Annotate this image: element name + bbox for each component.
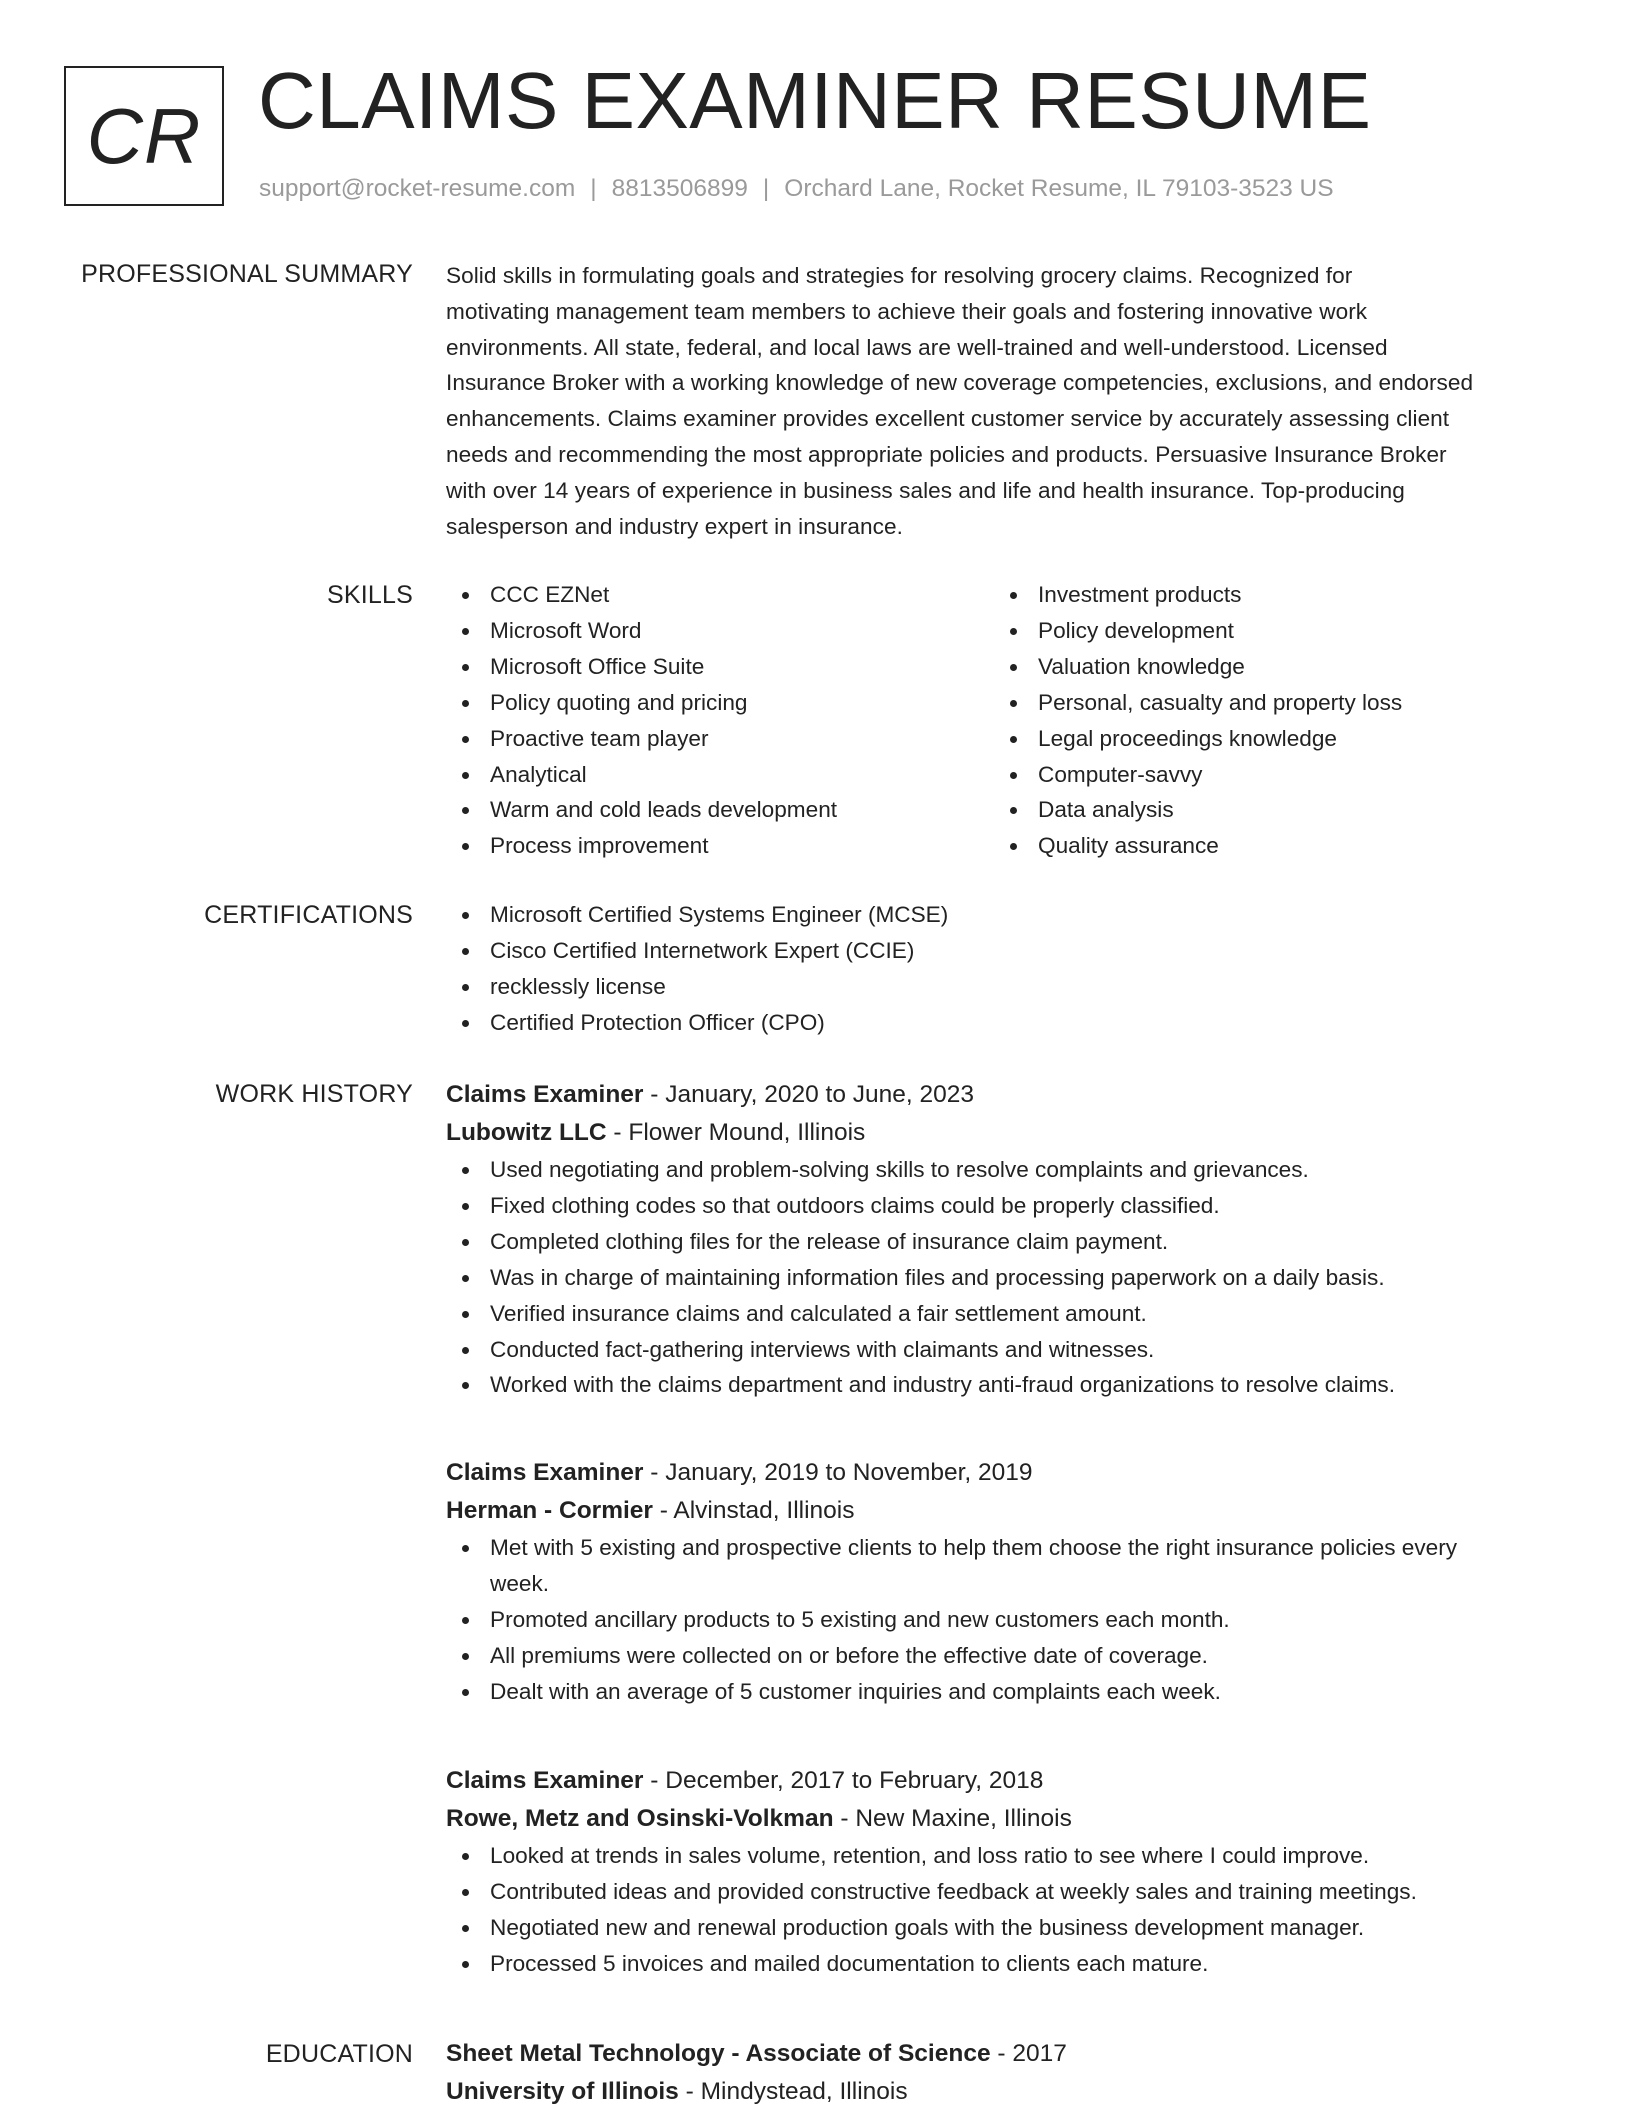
job-bullet: Processed 5 invoices and mailed documentation to clients each mature.	[446, 1946, 1566, 1982]
job-bullet-list	[446, 1838, 1566, 1982]
skills-list-right	[994, 577, 1542, 864]
job-bullet: Was in charge of maintaining information files and processing paperwork on a daily basis.	[446, 1260, 1566, 1296]
job-dates: January, 2019 to November, 2019	[665, 1459, 1033, 1486]
summary-line: salesperson and industry expert in insurance.	[446, 513, 903, 539]
skill-item: Valuation knowledge	[994, 649, 1542, 685]
summary-line: with over 14 years of experience in business sales and life and health insurance. Top-producing	[446, 477, 1405, 503]
job-bullet: All premiums were collected on or before the effective date of coverage.	[446, 1638, 1566, 1674]
section-label-certifications: CERTIFICATIONS	[204, 901, 413, 929]
skill-item: CCC EZNet	[446, 577, 994, 613]
certification-item: Microsoft Certified Systems Engineer (MCSE)	[446, 897, 1566, 933]
job-company-line: Herman - Cormier - Alvinstad, Illinois	[446, 1497, 855, 1524]
skill-item: Computer-savvy	[994, 757, 1542, 793]
job-bullet-line: Met with 5 existing and prospective clients to help them choose the right insurance policies every	[490, 1535, 1458, 1560]
section-label-work-history: WORK HISTORY	[215, 1080, 413, 1108]
job-bullet: Completed clothing files for the release of insurance claim payment.	[446, 1224, 1566, 1260]
job-bullet: Used negotiating and problem-solving skills to resolve complaints and grievances.	[446, 1152, 1566, 1188]
section-label-skills: SKILLS	[327, 581, 413, 609]
job-location: New Maxine, Illinois	[855, 1805, 1072, 1832]
job-title-line: Claims Examiner - December, 2017 to February, 2018	[446, 1767, 1044, 1794]
job-company: Herman - Cormier	[446, 1497, 653, 1524]
skill-item: Microsoft Office Suite	[446, 649, 994, 685]
skill-item: Microsoft Word	[446, 613, 994, 649]
section-label-summary: PROFESSIONAL SUMMARY	[81, 260, 413, 288]
skill-item: Quality assurance	[994, 828, 1542, 864]
summary-line: motivating management team members to achieve their goals and fostering innovative work	[446, 298, 1368, 324]
job-bullet: Conducted fact-gathering interviews with claimants and witnesses.	[446, 1332, 1566, 1368]
summary-line: environments. All state, federal, and local laws are well-trained and well-understood. Licensed	[446, 334, 1388, 360]
job-bullet: Looked at trends in sales volume, retention, and loss ratio to see where I could improve.	[446, 1838, 1566, 1874]
summary-line: needs and recommending the most appropriate policies and products. Persuasive Insurance Broker	[446, 441, 1447, 467]
education-degree: Sheet Metal Technology - Associate of Science	[446, 2040, 991, 2067]
job-title-line: Claims Examiner - January, 2020 to June, 2023	[446, 1081, 975, 1108]
job-entry	[446, 1076, 1566, 1403]
summary-text	[446, 258, 1566, 544]
certification-item: recklessly license	[446, 969, 1566, 1005]
skill-item: Warm and cold leads development	[446, 792, 994, 828]
skill-item: Personal, casualty and property loss	[994, 685, 1542, 721]
job-bullet	[446, 1530, 1566, 1602]
education-school: University of Illinois	[446, 2078, 679, 2105]
job-bullet: Dealt with an average of 5 customer inquiries and complaints each week.	[446, 1674, 1566, 1710]
job-bullet-list	[446, 1530, 1566, 1710]
education-location: Mindystead, Illinois	[700, 2078, 908, 2105]
contact-line	[259, 175, 1334, 203]
job-location: Flower Mound, Illinois	[628, 1119, 866, 1146]
summary-line: Solid skills in formulating goals and strategies for resolving grocery claims. Recognized for	[446, 263, 1353, 288]
contact-address: Orchard Lane, Rocket Resume, IL 79103-3523 US	[784, 175, 1334, 202]
job-title-line: Claims Examiner - January, 2019 to November, 2019	[446, 1459, 1033, 1486]
skill-item: Legal proceedings knowledge	[994, 721, 1542, 757]
skill-item: Proactive team player	[446, 721, 994, 757]
job-title: Claims Examiner	[446, 1081, 644, 1108]
job-bullet: Fixed clothing codes so that outdoors claims could be properly classified.	[446, 1188, 1566, 1224]
job-company: Lubowitz LLC	[446, 1119, 607, 1146]
skill-item: Process improvement	[446, 828, 994, 864]
summary-line: Insurance Broker with a working knowledge of new coverage competencies, exclusions, and endorsed	[446, 370, 1474, 396]
job-title: Claims Examiner	[446, 1459, 644, 1486]
section-label-education: EDUCATION	[265, 2040, 413, 2068]
certification-item: Cisco Certified Internetwork Expert (CCIE)	[446, 933, 1566, 969]
certification-item: Certified Protection Officer (CPO)	[446, 1005, 1566, 1041]
job-bullet: Contributed ideas and provided constructive feedback at weekly sales and training meetings.	[446, 1874, 1566, 1910]
skill-item: Investment products	[994, 577, 1542, 613]
certifications-list	[446, 897, 1566, 1041]
job-bullet: Promoted ancillary products to 5 existing and new customers each month.	[446, 1602, 1566, 1638]
education-school-line: University of Illinois - Mindystead, Illinois	[446, 2078, 908, 2105]
job-bullet: Worked with the claims department and industry anti-fraud organizations to resolve claims.	[446, 1367, 1566, 1403]
monogram-badge: CR	[64, 66, 224, 206]
job-dates: January, 2020 to June, 2023	[665, 1081, 975, 1108]
job-dates: December, 2017 to February, 2018	[665, 1767, 1044, 1794]
job-location: Alvinstad, Illinois	[673, 1497, 855, 1524]
job-company: Rowe, Metz and Osinski-Volkman	[446, 1805, 834, 1832]
summary-line: enhancements. Claims examiner provides excellent customer service by accurately assessing client	[446, 406, 1450, 432]
job-bullet: Negotiated new and renewal production goals with the business development manager.	[446, 1910, 1566, 1946]
skill-item: Policy quoting and pricing	[446, 685, 994, 721]
job-title: Claims Examiner	[446, 1767, 644, 1794]
skill-item: Data analysis	[994, 792, 1542, 828]
contact-separator: |	[590, 175, 597, 202]
education-year: 2017	[1012, 2040, 1067, 2067]
skill-item: Analytical	[446, 757, 994, 793]
skill-item: Policy development	[994, 613, 1542, 649]
job-bullet-line: week.	[490, 1570, 550, 1596]
job-company-line: Lubowitz LLC - Flower Mound, Illinois	[446, 1119, 866, 1146]
education-degree-line: Sheet Metal Technology - Associate of Science - 2017	[446, 2040, 1067, 2067]
job-company-line: Rowe, Metz and Osinski-Volkman - New Maxine, Illinois	[446, 1805, 1072, 1832]
job-bullet: Verified insurance claims and calculated a fair settlement amount.	[446, 1296, 1566, 1332]
job-entry	[446, 1762, 1566, 1982]
contact-phone: 8813506899	[611, 175, 748, 202]
skills-list-left	[446, 577, 994, 864]
resume-title: CLAIMS EXAMINER RESUME	[258, 56, 1372, 145]
contact-separator: |	[762, 175, 770, 202]
job-bullet-list	[446, 1152, 1566, 1403]
job-entry	[446, 1454, 1566, 1710]
contact-email: support@rocket-resume.com	[259, 175, 576, 202]
